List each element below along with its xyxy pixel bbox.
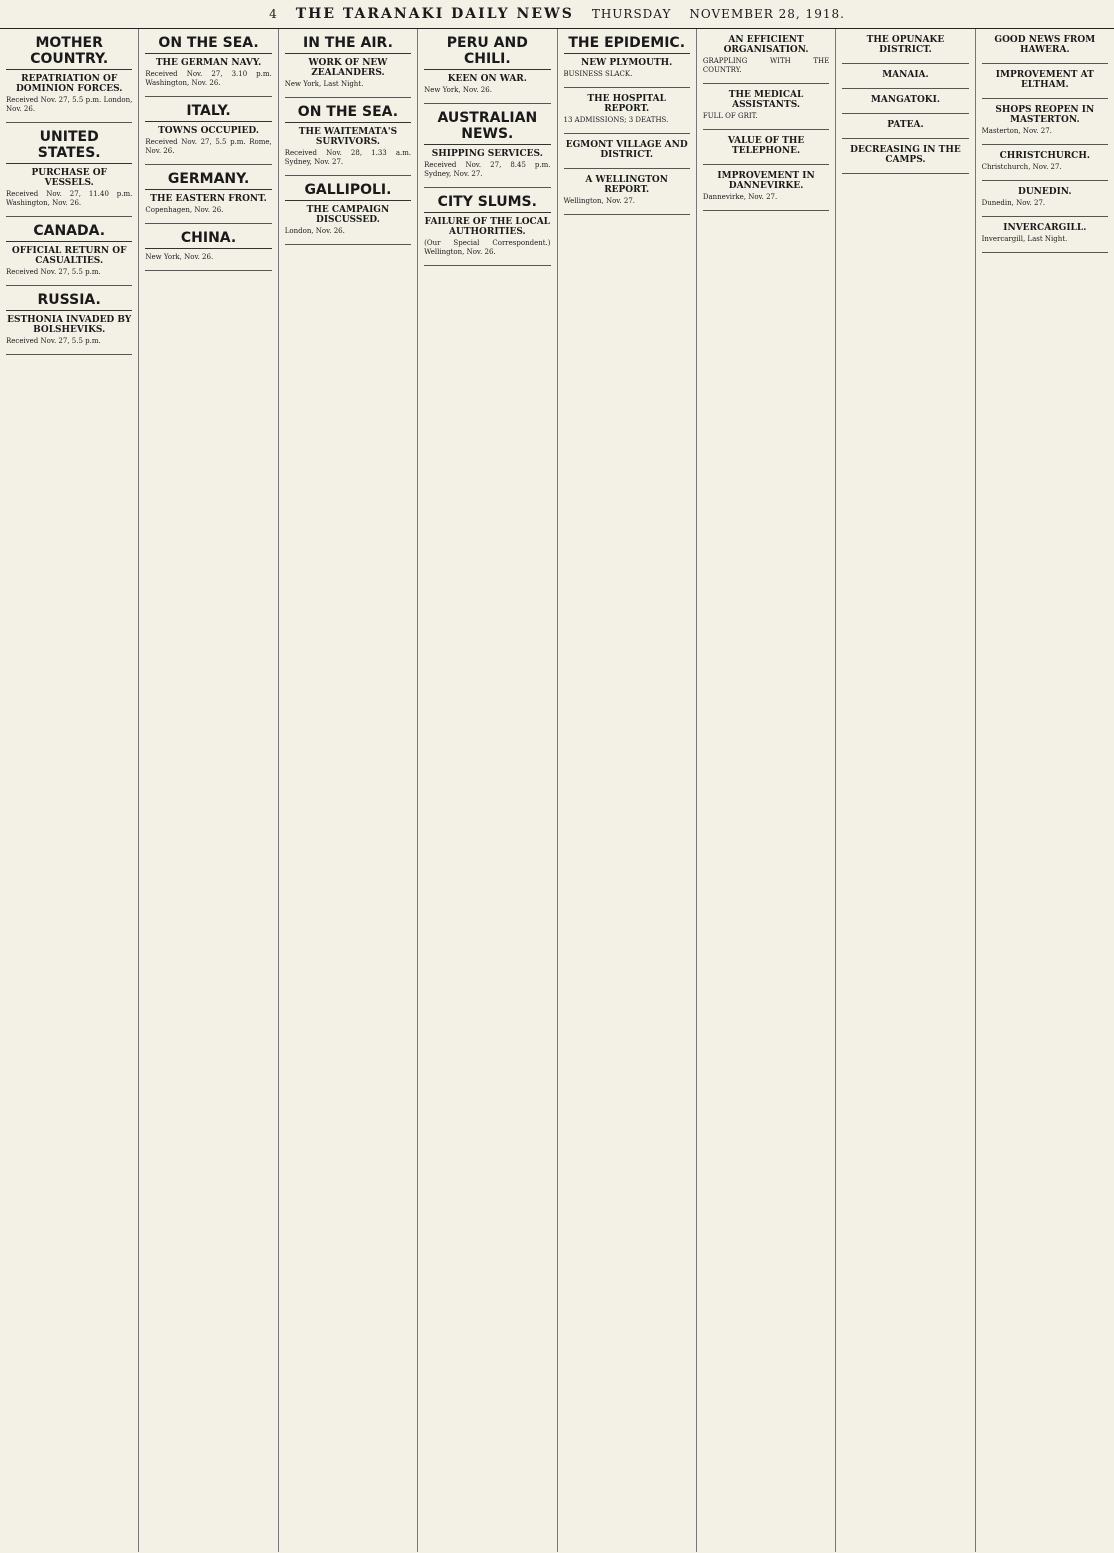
section-rule	[982, 180, 1108, 181]
section-headline: ON THE SEA.	[145, 35, 271, 54]
section-rule	[982, 144, 1108, 145]
news-section	[285, 35, 411, 89]
section-subhead: THE OPUNAKE DISTRICT.	[866, 35, 945, 55]
section-headline: GALLIPOLI.	[285, 182, 411, 201]
news-column	[558, 29, 697, 1552]
news-section	[703, 90, 829, 121]
news-column	[0, 29, 139, 1552]
news-section	[982, 151, 1108, 172]
news-section	[842, 145, 968, 165]
section-lead: GRAPPLING WITH THE COUNTRY.	[702, 57, 830, 74]
section-rule	[6, 285, 132, 286]
section-subhead: VALUE OF THE TELEPHONE.	[727, 136, 805, 156]
section-lead: (Our Special Correspondent.) Wellington, Nov. 26.	[424, 239, 551, 256]
news-section	[424, 194, 550, 257]
section-lead: Received Nov. 27, 8.45 p.m. Sydney, Nov. 27.	[424, 161, 551, 178]
section-subhead: IMPROVEMENT AT ELTHAM.	[995, 70, 1094, 90]
section-rule	[842, 63, 968, 64]
section-subhead: MANGATOKI.	[870, 95, 940, 105]
section-lead: New York, Nov. 26.	[424, 86, 492, 94]
news-section	[982, 223, 1108, 244]
news-section	[145, 171, 271, 215]
section-subhead: DUNEDIN.	[1018, 187, 1072, 197]
section-rule	[285, 97, 411, 98]
news-section	[145, 230, 271, 262]
news-section	[6, 292, 132, 346]
section-subhead: REPATRIATION OF DOMINION FORCES.	[15, 74, 123, 94]
section-rule	[424, 187, 550, 188]
section-headline: PERU AND CHILI.	[424, 35, 550, 70]
section-rule	[6, 216, 132, 217]
section-subhead: SHOPS REOPEN IN MASTERTON.	[995, 105, 1095, 125]
news-column	[139, 29, 278, 1552]
news-column	[418, 29, 557, 1552]
section-lead: New York, Last Night.	[284, 80, 364, 88]
section-subhead: OFFICIAL RETURN OF CASUALTIES.	[11, 246, 127, 266]
columns	[0, 29, 1114, 1552]
news-section	[564, 35, 690, 79]
section-lead: 13 ADMISSIONS; 3 DEATHS.	[563, 116, 669, 124]
section-rule	[842, 138, 968, 139]
section-subhead: MANAIA.	[882, 70, 929, 80]
section-headline: THE EPIDEMIC.	[564, 35, 690, 54]
section-subhead: CHRISTCHURCH.	[999, 151, 1090, 161]
section-subhead: THE WAITEMATA'S SURVIVORS.	[298, 127, 398, 147]
section-subhead: GOOD NEWS FROM HAWERA.	[994, 35, 1096, 55]
section-rule	[564, 214, 690, 215]
section-rule	[6, 122, 132, 123]
section-subhead: WORK OF NEW ZEALANDERS.	[308, 58, 388, 78]
section-subhead: TOWNS OCCUPIED.	[158, 126, 260, 136]
section-rule	[982, 252, 1108, 253]
section-subhead: KEEN ON WAR.	[447, 74, 527, 84]
section-subhead: A WELLINGTON REPORT.	[585, 175, 668, 195]
section-lead: BUSINESS SLACK.	[563, 70, 633, 78]
section-rule	[145, 223, 271, 224]
news-section	[982, 187, 1108, 208]
section-subhead: THE MEDICAL ASSISTANTS.	[728, 90, 804, 110]
section-subhead: PATEA.	[887, 120, 924, 130]
news-section	[285, 182, 411, 236]
news-section	[564, 175, 690, 206]
news-section	[424, 35, 550, 95]
section-subhead: AN EFFICIENT ORGANISATION.	[723, 35, 809, 55]
news-section	[145, 103, 271, 156]
news-section	[703, 171, 829, 202]
section-rule	[842, 113, 968, 114]
news-section	[285, 104, 411, 167]
news-column	[279, 29, 418, 1552]
news-column	[836, 29, 975, 1552]
news-column	[976, 29, 1114, 1552]
section-rule	[703, 164, 829, 165]
section-rule	[285, 175, 411, 176]
section-subhead: INVERCARGILL.	[1003, 223, 1087, 233]
section-subhead: THE CAMPAIGN DISCUSSED.	[306, 205, 390, 225]
section-lead: Received Nov. 27, 5.5 p.m.	[6, 268, 101, 276]
section-lead: Invercargill, Last Night.	[981, 235, 1068, 243]
section-lead: Dunedin, Nov. 27.	[981, 199, 1046, 207]
news-column	[697, 29, 836, 1552]
news-section	[842, 120, 968, 130]
section-rule	[145, 96, 271, 97]
section-subhead: EGMONT VILLAGE AND DISTRICT.	[565, 140, 688, 160]
news-section	[842, 70, 968, 80]
section-rule	[564, 133, 690, 134]
section-subhead: DECREASING IN THE CAMPS.	[850, 145, 961, 165]
section-rule	[703, 210, 829, 211]
section-lead: New York, Nov. 26.	[145, 253, 214, 261]
section-lead: Received Nov. 27, 5.5 p.m.	[6, 337, 101, 345]
section-lead: Received Nov. 27, 3.10 p.m. Washington, Nov. 26.	[145, 70, 272, 87]
news-section	[564, 140, 690, 160]
section-headline: GERMANY.	[145, 171, 271, 190]
news-section	[145, 35, 271, 88]
section-subhead: SHIPPING SERVICES.	[431, 149, 543, 159]
news-section	[842, 95, 968, 105]
news-section	[842, 35, 968, 55]
section-lead: Christchurch, Nov. 27.	[981, 163, 1062, 171]
section-lead: Masterton, Nov. 27.	[981, 127, 1052, 135]
news-section	[982, 35, 1108, 55]
section-headline: RUSSIA.	[6, 292, 132, 311]
section-subhead: IMPROVEMENT IN DANNEVIRKE.	[717, 171, 815, 191]
section-lead: Received Nov. 27, 5.5 p.m. Rome, Nov. 26.	[145, 138, 272, 155]
section-lead: FULL OF GRIT.	[702, 112, 758, 120]
section-rule	[145, 164, 271, 165]
section-rule	[982, 63, 1108, 64]
section-rule	[842, 88, 968, 89]
section-rule	[703, 129, 829, 130]
section-lead: Copenhagen, Nov. 26.	[145, 206, 224, 214]
section-rule	[842, 173, 968, 174]
section-lead: Received Nov. 28, 1.33 a.m. Sydney, Nov. 27.	[284, 149, 412, 166]
section-rule	[285, 244, 411, 245]
section-headline: AUSTRALIAN NEWS.	[424, 110, 550, 145]
paper-title: THE TARANAKI DAILY NEWS	[295, 6, 574, 22]
news-section	[982, 70, 1108, 90]
page-number: 4	[269, 7, 278, 21]
news-section	[703, 35, 829, 75]
section-lead: Received Nov. 27, 5.5 p.m. London, Nov. 26.	[6, 96, 133, 113]
section-rule	[703, 83, 829, 84]
issue-day: THURSDAY	[591, 7, 672, 21]
section-lead: London, Nov. 26.	[284, 227, 345, 235]
news-section	[703, 136, 829, 156]
section-headline: CITY SLUMS.	[424, 194, 550, 213]
section-subhead: THE GERMAN NAVY.	[155, 58, 262, 68]
section-subhead: PURCHASE OF VESSELS.	[31, 168, 107, 188]
section-subhead: NEW PLYMOUTH.	[581, 58, 673, 68]
section-lead: Dannevirke, Nov. 27.	[702, 193, 778, 201]
section-lead: Wellington, Nov. 27.	[563, 197, 636, 205]
section-headline: UNITED STATES.	[6, 129, 132, 164]
news-section	[6, 223, 132, 277]
section-rule	[982, 98, 1108, 99]
masthead	[0, 0, 1114, 29]
section-rule	[145, 270, 271, 271]
section-rule	[424, 103, 550, 104]
section-subhead: ESTHONIA INVADED BY BOLSHEVIKS.	[7, 315, 132, 335]
section-headline: ON THE SEA.	[285, 104, 411, 123]
section-rule	[424, 265, 550, 266]
news-section	[6, 129, 132, 208]
section-subhead: THE EASTERN FRONT.	[150, 194, 267, 204]
news-section	[6, 35, 132, 114]
section-headline: MOTHER COUNTRY.	[6, 35, 132, 70]
news-section	[982, 105, 1108, 136]
news-section	[424, 110, 550, 179]
section-lead: Received Nov. 27, 11.40 p.m. Washington, Nov. 26.	[6, 190, 133, 207]
section-rule	[982, 216, 1108, 217]
section-headline: IN THE AIR.	[285, 35, 411, 54]
section-headline: CHINA.	[145, 230, 271, 249]
section-subhead: FAILURE OF THE LOCAL AUTHORITIES.	[424, 217, 551, 237]
section-subhead: THE HOSPITAL REPORT.	[587, 94, 666, 114]
section-headline: CANADA.	[6, 223, 132, 242]
issue-date: NOVEMBER 28, 1918.	[689, 7, 845, 21]
section-rule	[564, 87, 690, 88]
section-rule	[6, 354, 132, 355]
section-headline: ITALY.	[145, 103, 271, 122]
section-rule	[564, 168, 690, 169]
news-section	[564, 94, 690, 125]
